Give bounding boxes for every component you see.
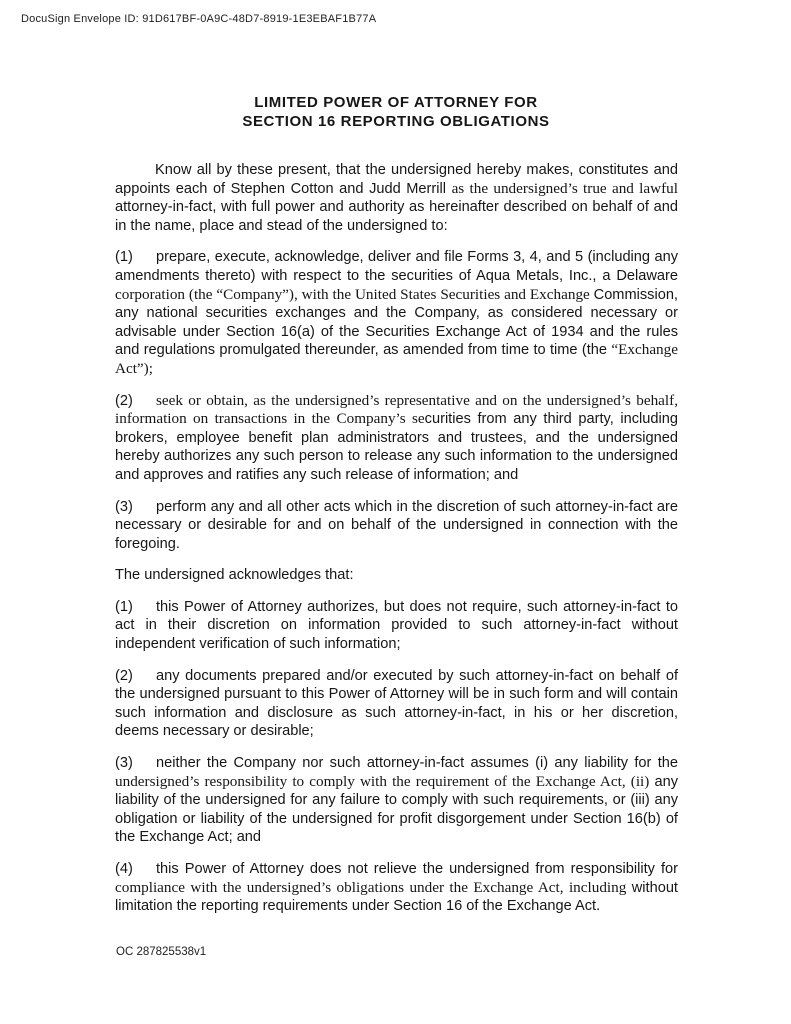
ack-segment: undersigned’s responsibility to comply with the requirement of the Exchange Act, (ii) [115,772,655,790]
title-line-1: LIMITED POWER OF ATTORNEY FOR [254,94,538,111]
power-segment: curities from any third party, including brokers, employee benefit plan administrators and trustees, and the undersigned hereby authorizes any such person to release any such information to the undersigned and approves and ratifies any such release of information; and [115,411,678,483]
power-segment: perform any and all other acts which in the discretion of such attorney-in-fact are necessary or desirable for and on behalf of the undersigned in connection with the foregoing. [115,498,678,552]
ack-segment: without limitation the reporting requirements under Section 16 of the Exchange Act. [115,879,678,915]
power-item-1 [115,248,678,378]
power-segment: prepare, execute, acknowledge, deliver and file Forms 3, 4, and 5 (including any amendments thereto) with respect to the securities of Aqua Metals, Inc., a Delaware [115,249,678,284]
title-line-2: SECTION 16 REPORTING OBLIGATIONS [242,113,550,130]
intro-segment: attorney-in-fact, with full power and authority as hereinafter described on behalf of and in the name, place and stead of the undersigned to: [115,199,678,234]
ack-segment: compliance with the undersigned’s obligations under the Exchange Act, including [115,878,632,896]
ack-item-1 [115,598,678,654]
ack-segment: this Power of Attorney does not relieve the undersigned from responsibility for [156,861,678,877]
power-segment: Commission, any national securities exchanges and the Company, as considered necessary or advisable under Section 16(a) of the Securities Exchange Act of 1934 and the rules and regulations promulgated thereunder, as amended from time to time (the [115,286,678,359]
ack-item-2 [115,667,678,741]
power-item-2 [115,392,678,485]
ack-item-3 [115,754,678,847]
item-number: (3) [115,498,133,515]
ack-item-4 [115,860,678,916]
item-number: (1) [115,249,133,266]
item-number: (2) [115,667,133,684]
intro-segment: Know all by these present, that the undersigned hereby makes, constitutes and appoints each of Stephen Cotton and Judd Merrill [115,162,678,197]
ack-segment: this Power of Attorney authorizes, but does not require, such attorney-in-fact to act in their discretion on information provided to such attorney-in-fact without independent verification of such information; [115,598,678,653]
document-body [115,161,678,916]
item-number: (1) [115,598,133,615]
item-number: (2) [115,392,133,409]
ack-segment: any documents prepared and/or executed by such attorney-in-fact on behalf of the undersigned pursuant to this Power of Attorney will be in such form and will contain such information and disclosure as such attorney-in-fact, in his or her discretion, deems necessary or desirable; [115,667,678,740]
power-segment: “Exchange Act”); [115,341,678,377]
docusign-envelope-id: DocuSign Envelope ID: 91D617BF-0A9C-48D7-8919-1E3EBAF1B77A [21,13,377,25]
intro-paragraph [115,161,678,235]
power-segment: seek or obtain, as the undersigned’s representative and on the undersigned’s behalf, information on transactions in the Company’s se [115,391,678,428]
ack-segment: any liability of the undersigned for any failure to comply with such requirements, or (iii) any obligation or liability of the undersigned for profit disgorgement under Section 16(b) of the Exchange Act; and [115,773,678,846]
acknowledgement-heading: The undersigned acknowledges that: [115,567,354,584]
power-item-3 [115,498,678,554]
document-title [114,93,678,131]
power-segment: corporation (the “Company”), with the United States Securities and Exchange [115,285,594,303]
item-number: (3) [115,755,133,772]
intro-segment: as the undersigned’s true and lawful [451,179,678,197]
item-number: (4) [115,861,133,877]
ack-segment: neither the Company nor such attorney-in-fact assumes (i) any liability for the [156,755,678,772]
document-number: OC 287825538v1 [116,946,207,958]
